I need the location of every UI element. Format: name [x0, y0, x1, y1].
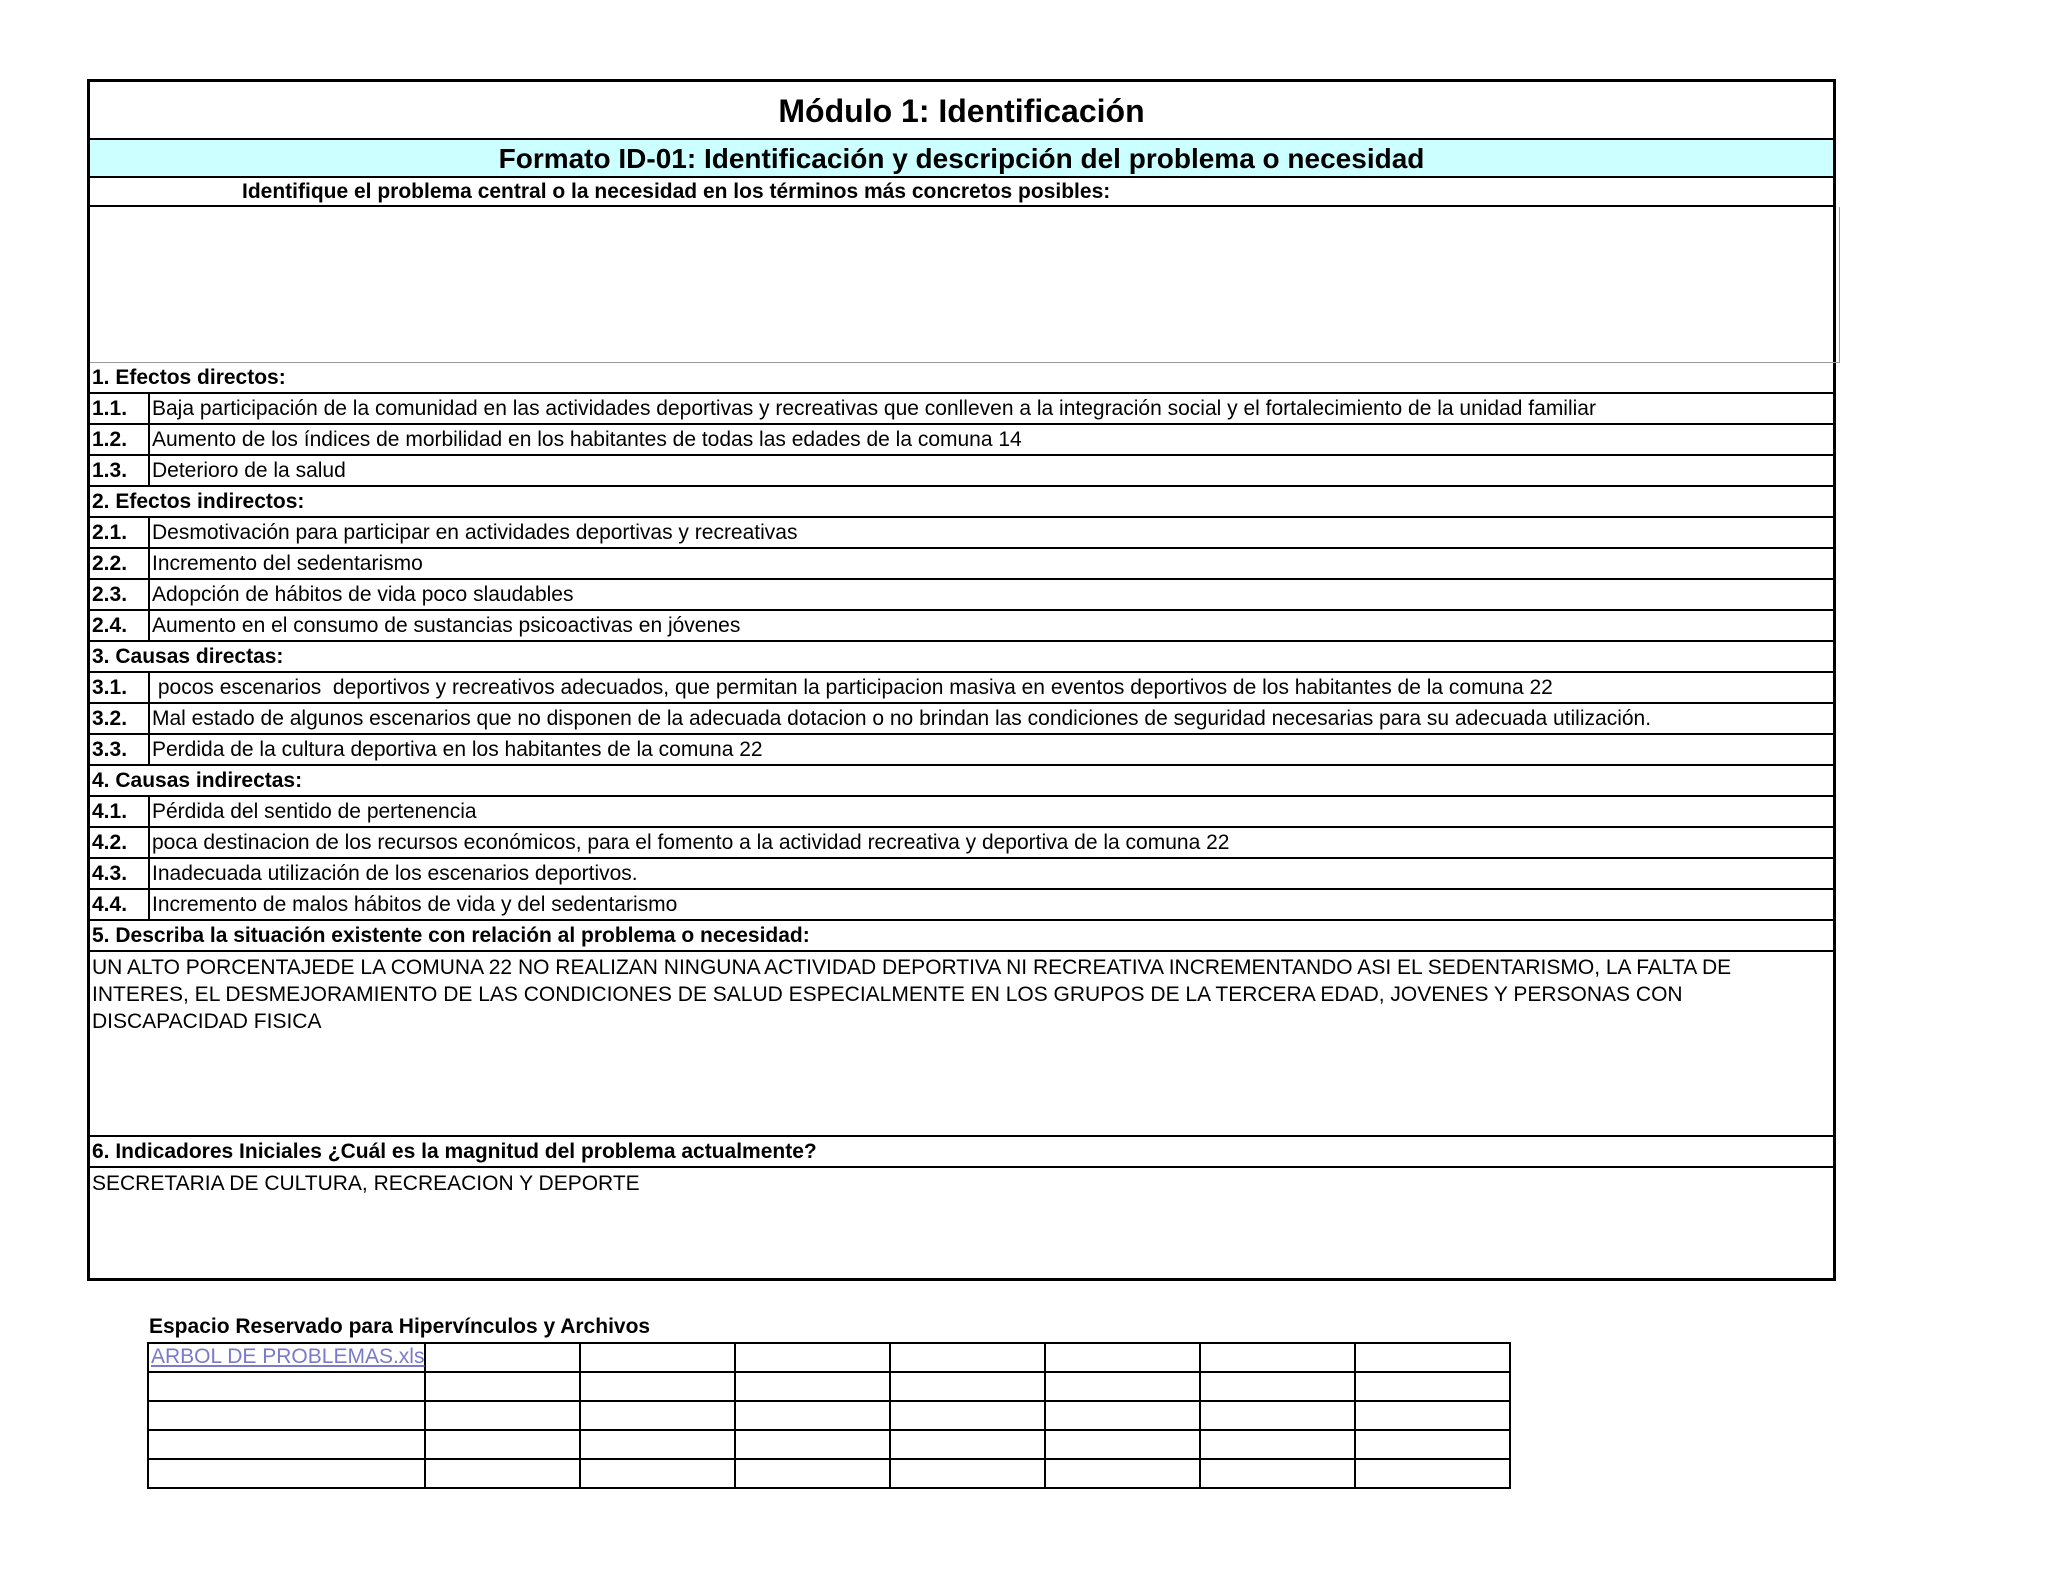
attachment-cell[interactable]: [425, 1459, 580, 1488]
item-text: Inadecuada utilización de los escenarios deportivos.: [152, 862, 638, 885]
indicadores-text[interactable]: SECRETARIA DE CULTURA, RECREACION Y DEPORTE: [92, 1172, 640, 1195]
list-item: [90, 890, 1833, 921]
item-text: Pérdida del sentido de pertenencia: [152, 800, 477, 823]
attachments-table: [147, 1342, 1511, 1489]
problem-description-field[interactable]: [90, 207, 1840, 363]
attachment-cell[interactable]: [580, 1430, 735, 1459]
attachment-cell[interactable]: [1200, 1372, 1355, 1401]
attachment-cell[interactable]: [148, 1401, 425, 1430]
item-text: Mal estado de algunos escenarios que no disponen de la adecuada dotacion o no brindan las condiciones de seguridad necesarias para su adecuada utilización.: [152, 707, 1652, 730]
list-item: [90, 797, 1833, 828]
attachment-cell[interactable]: [735, 1401, 890, 1430]
attachments-title: Espacio Reservado para Hipervínculos y Archivos: [149, 1315, 651, 1338]
attachment-cell[interactable]: [580, 1372, 735, 1401]
attachment-cell[interactable]: [148, 1343, 425, 1372]
attachment-cell[interactable]: [890, 1343, 1045, 1372]
attachment-cell[interactable]: [1200, 1459, 1355, 1488]
problem-instruction: Identifique el problema central o la necesidad en los términos más concretos posibles:: [90, 178, 1833, 207]
item-text: Aumento en el consumo de sustancias psicoactivas en jóvenes: [152, 614, 741, 637]
list-item: [90, 549, 1833, 580]
section-heading-efectos-directos: 1. Efectos directos:: [90, 363, 1833, 394]
attachment-cell[interactable]: [735, 1459, 890, 1488]
item-number: 1.3.: [90, 456, 150, 485]
format-title: Formato ID-01: Identificación y descripción del problema o necesidad: [90, 140, 1833, 178]
item-text: poca destinacion de los recursos económicos, para el fomento a la actividad recreativa y deportiva de la comuna 22: [152, 831, 1230, 854]
list-item: [90, 580, 1833, 611]
item-text: pocos escenarios deportivos y recreativos adecuados, que permitan la participacion masiva en eventos deportivos de los habitantes de la comuna 22: [152, 676, 1553, 699]
attachment-cell[interactable]: [735, 1343, 890, 1372]
item-text: Adopción de hábitos de vida poco slaudables: [152, 583, 574, 606]
list-item: [90, 704, 1833, 735]
attachment-cell[interactable]: [1355, 1343, 1510, 1372]
attachment-cell[interactable]: [425, 1401, 580, 1430]
list-item: [90, 456, 1833, 487]
section-heading-causas-directas: 3. Causas directas:: [90, 642, 1833, 673]
list-item: [90, 735, 1833, 766]
attachment-cell[interactable]: [148, 1372, 425, 1401]
item-number: 2.3.: [90, 580, 150, 609]
item-number: 2.2.: [90, 549, 150, 578]
section-heading-efectos-indirectos: 2. Efectos indirectos:: [90, 487, 1833, 518]
item-text: Desmotivación para participar en actividades deportivas y recreativas: [152, 521, 798, 544]
item-number: 4.1.: [90, 797, 150, 826]
attachment-cell[interactable]: [580, 1459, 735, 1488]
list-item: [90, 611, 1833, 642]
attachment-cell[interactable]: [148, 1430, 425, 1459]
attachment-cell[interactable]: [1355, 1459, 1510, 1488]
attachment-cell[interactable]: [425, 1430, 580, 1459]
item-text: Deterioro de la salud: [152, 459, 346, 482]
item-number: 3.3.: [90, 735, 150, 764]
item-number: 3.2.: [90, 704, 150, 733]
attachment-cell[interactable]: [1045, 1372, 1200, 1401]
list-item: [90, 828, 1833, 859]
attachment-cell[interactable]: [890, 1430, 1045, 1459]
item-number: 3.1.: [90, 673, 150, 702]
item-number: 1.2.: [90, 425, 150, 454]
attachment-link[interactable]: ARBOL DE PROBLEMAS.xls: [151, 1345, 425, 1368]
attachment-cell[interactable]: [890, 1459, 1045, 1488]
item-text: Baja participación de la comunidad en las actividades deportivas y recreativas que conlleven a la integración social y el fortalecimiento de la unidad familiar: [152, 397, 1596, 420]
list-item: [90, 394, 1833, 425]
item-number: 1.1.: [90, 394, 150, 423]
attachment-cell[interactable]: [1045, 1430, 1200, 1459]
section-heading-indicadores: 6. Indicadores Iniciales ¿Cuál es la magnitud del problema actualmente?: [90, 1137, 1833, 1168]
attachment-cell[interactable]: [735, 1372, 890, 1401]
attachment-cell[interactable]: [425, 1343, 580, 1372]
attachment-cell[interactable]: [735, 1430, 890, 1459]
item-text: Incremento de malos hábitos de vida y del sedentarismo: [152, 893, 678, 916]
attachment-cell[interactable]: [1200, 1401, 1355, 1430]
identification-form: [87, 79, 1836, 1281]
item-number: 4.4.: [90, 890, 150, 919]
attachment-cell[interactable]: [890, 1372, 1045, 1401]
attachment-cell[interactable]: [425, 1372, 580, 1401]
attachment-cell[interactable]: [1355, 1430, 1510, 1459]
list-item: [90, 518, 1833, 549]
item-text: Aumento de los índices de morbilidad en los habitantes de todas las edades de la comuna 14: [152, 428, 1022, 451]
item-text: Incremento del sedentarismo: [152, 552, 423, 575]
list-item: [90, 425, 1833, 456]
attachment-cell[interactable]: [1355, 1372, 1510, 1401]
item-text: Perdida de la cultura deportiva en los habitantes de la comuna 22: [152, 738, 763, 761]
item-number: 4.3.: [90, 859, 150, 888]
list-item: [90, 859, 1833, 890]
section-heading-causas-indirectas: 4. Causas indirectas:: [90, 766, 1833, 797]
attachment-cell[interactable]: [1200, 1430, 1355, 1459]
attachment-cell[interactable]: [890, 1401, 1045, 1430]
attachment-cell[interactable]: [1355, 1401, 1510, 1430]
module-title: Módulo 1: Identificación: [90, 82, 1833, 140]
attachment-cell[interactable]: [580, 1401, 735, 1430]
situacion-text[interactable]: UN ALTO PORCENTAJEDE LA COMUNA 22 NO REALIZAN NINGUNA ACTIVIDAD DEPORTIVA NI RECREATIVA INCREMENTANDO ASI EL SEDENTARISMO, LA FALTA DE INTERES, EL DESMEJORAMIENTO DE LAS CONDICIONES DE SALUD ESPECIALMENTE EN LOS GRUPOS DE LA TERCERA EDAD, JOVENES Y PERSONAS CON DISCAPACIDAD FISICA: [90, 952, 1833, 1137]
attachment-cell[interactable]: [1045, 1343, 1200, 1372]
list-item: [90, 673, 1833, 704]
attachment-cell[interactable]: [1200, 1343, 1355, 1372]
item-number: 2.1.: [90, 518, 150, 547]
attachment-cell[interactable]: [148, 1459, 425, 1488]
attachment-cell[interactable]: [1045, 1459, 1200, 1488]
item-number: 2.4.: [90, 611, 150, 640]
item-number: 4.2.: [90, 828, 150, 857]
attachment-cell[interactable]: [1045, 1401, 1200, 1430]
attachment-cell[interactable]: [580, 1343, 735, 1372]
section-heading-situacion: 5. Describa la situación existente con relación al problema o necesidad:: [90, 921, 1833, 952]
